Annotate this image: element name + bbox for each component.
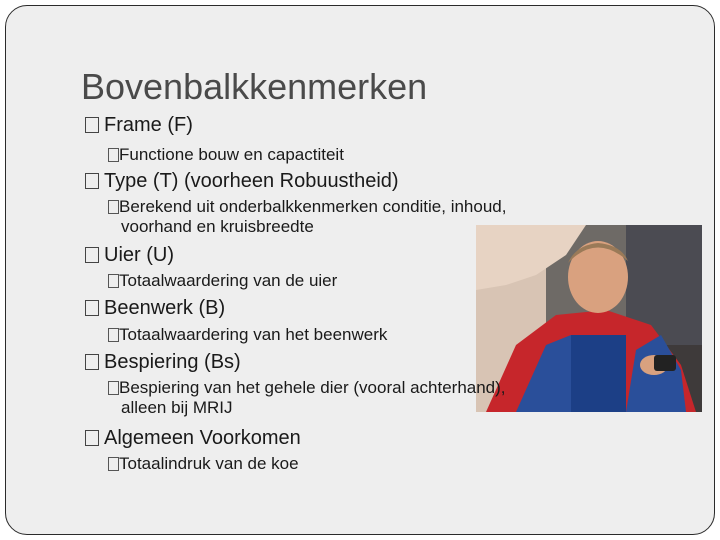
checkbox-bullet-icon (85, 173, 99, 189)
square-bullet-icon (108, 328, 119, 342)
slide-title: Bovenbalkkenmerken (81, 66, 428, 107)
list-item: Uier (U) (85, 244, 174, 267)
sub-item: Functione bouw en capactiteit (108, 145, 344, 165)
farmer-photo (476, 225, 702, 412)
slide (5, 5, 715, 535)
square-bullet-icon (108, 274, 119, 288)
sub-item: Berekend uit onderbalkkenmerken conditie, inhoud, (108, 197, 506, 217)
sub-item: Totaalwaardering van het beenwerk (108, 325, 387, 345)
list-item: Type (T) (voorheen Robuustheid) (85, 170, 399, 193)
sub-item-continuation: voorhand en kruisbreedte (121, 217, 314, 236)
checkbox-bullet-icon (85, 354, 99, 370)
square-bullet-icon (108, 457, 119, 471)
square-bullet-icon (108, 381, 119, 395)
list-item: Algemeen Voorkomen (85, 427, 301, 450)
list-item: Beenwerk (B) (85, 297, 225, 320)
checkbox-bullet-icon (85, 300, 99, 316)
sub-item: Totaalwaardering van de uier (108, 271, 337, 291)
square-bullet-icon (108, 148, 119, 162)
sub-item: Totaalindruk van de koe (108, 454, 299, 474)
sub-item: Bespiering van het gehele dier (vooral achterhand), (108, 378, 506, 398)
square-bullet-icon (108, 200, 119, 214)
checkbox-bullet-icon (85, 117, 99, 133)
checkbox-bullet-icon (85, 247, 99, 263)
sub-item-continuation: alleen bij MRIJ (121, 398, 233, 417)
checkbox-bullet-icon (85, 430, 99, 446)
list-item: Frame (F) (85, 114, 193, 137)
list-item: Bespiering (Bs) (85, 351, 241, 374)
